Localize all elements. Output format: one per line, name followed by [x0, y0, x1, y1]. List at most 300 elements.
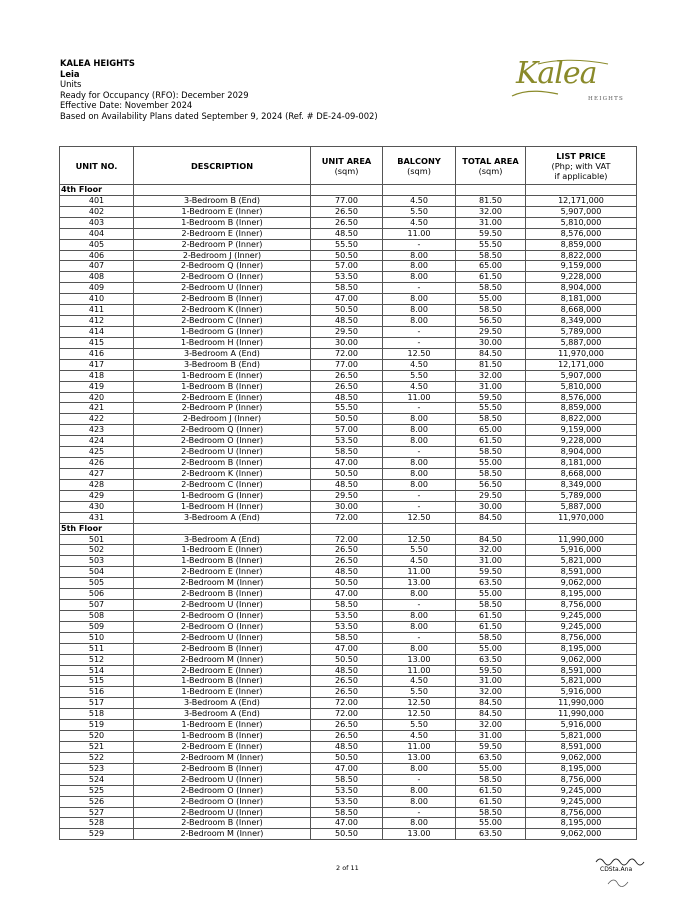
list-price-cell: 8,668,000	[526, 305, 637, 316]
description-cell: 2-Bedroom K (Inner)	[134, 305, 311, 316]
unit-area-cell: 47.00	[311, 818, 383, 829]
table-row	[60, 217, 637, 228]
effective-date: Effective Date: November 2024	[60, 100, 193, 111]
list-price-cell: 8,195,000	[526, 589, 637, 600]
list-price-cell: 11,970,000	[526, 348, 637, 359]
floor-header-row	[60, 185, 637, 196]
floor-header-row	[60, 523, 637, 534]
balcony-cell: 4.50	[383, 731, 456, 742]
list-price-cell: 9,062,000	[526, 578, 637, 589]
unit-no-cell: 511	[60, 643, 134, 654]
availability-basis: Based on Availability Plans dated September 9, 2024 (Ref. # DE-24-09-002)	[60, 110, 378, 121]
balcony-cell: 8.00	[383, 796, 456, 807]
signature-name: CDSta.Ana	[600, 866, 633, 873]
description-cell: 2-Bedroom C (Inner)	[134, 316, 311, 327]
total-area-cell: 81.50	[456, 359, 526, 370]
unit-no-cell: 510	[60, 632, 134, 643]
list-price-cell: 8,181,000	[526, 458, 637, 469]
unit-no-cell: 515	[60, 676, 134, 687]
table-row	[60, 501, 637, 512]
description-cell: 2-Bedroom M (Inner)	[134, 752, 311, 763]
total-area-cell: 61.50	[456, 796, 526, 807]
unit-no-cell: 425	[60, 447, 134, 458]
unit-area-cell: 50.50	[311, 250, 383, 261]
description-cell: 1-Bedroom G (Inner)	[134, 490, 311, 501]
description-cell: 3-Bedroom A (End)	[134, 698, 311, 709]
total-area-cell: 63.50	[456, 829, 526, 840]
total-area-cell: 30.00	[456, 337, 526, 348]
table-row	[60, 720, 637, 731]
list-price-cell: 5,821,000	[526, 731, 637, 742]
description-cell: 2-Bedroom O (Inner)	[134, 610, 311, 621]
total-area-cell: 59.50	[456, 228, 526, 239]
total-area-cell: 59.50	[456, 567, 526, 578]
unit-no-cell: 418	[60, 370, 134, 381]
balcony-cell: 12.50	[383, 512, 456, 523]
total-area-cell: 30.00	[456, 501, 526, 512]
description-cell: 2-Bedroom O (Inner)	[134, 785, 311, 796]
list-price-cell: 8,576,000	[526, 392, 637, 403]
total-area-cell: 84.50	[456, 534, 526, 545]
total-area-cell: 32.00	[456, 720, 526, 731]
balcony-cell: 8.00	[383, 261, 456, 272]
list-price-cell: 8,756,000	[526, 774, 637, 785]
balcony-cell: 12.50	[383, 348, 456, 359]
unit-no-cell: 520	[60, 731, 134, 742]
table-row	[60, 316, 637, 327]
total-area-cell: 84.50	[456, 512, 526, 523]
total-area-cell: 58.50	[456, 414, 526, 425]
unit-no-cell: 519	[60, 720, 134, 731]
balcony-cell: 12.50	[383, 534, 456, 545]
total-area-cell: 55.00	[456, 643, 526, 654]
unit-area-cell: 26.50	[311, 545, 383, 556]
balcony-cell: -	[383, 807, 456, 818]
description-cell: 1-Bedroom B (Inner)	[134, 556, 311, 567]
table-row	[60, 436, 637, 447]
table-row	[60, 818, 637, 829]
list-price-cell: 9,245,000	[526, 610, 637, 621]
unit-no-cell: 527	[60, 807, 134, 818]
unit-no-cell: 506	[60, 589, 134, 600]
table-row	[60, 468, 637, 479]
balcony-cell: 13.00	[383, 578, 456, 589]
list-price-cell: 11,990,000	[526, 534, 637, 545]
empty-cell	[134, 185, 311, 196]
description-cell: 3-Bedroom A (End)	[134, 348, 311, 359]
unit-area-cell: 58.50	[311, 632, 383, 643]
list-price-cell: 8,822,000	[526, 250, 637, 261]
list-price-cell: 8,822,000	[526, 414, 637, 425]
total-area-cell: 31.00	[456, 381, 526, 392]
description-cell: 2-Bedroom O (Inner)	[134, 436, 311, 447]
table-row	[60, 742, 637, 753]
list-price-cell: 9,159,000	[526, 425, 637, 436]
balcony-cell: 12.50	[383, 698, 456, 709]
unit-no-cell: 522	[60, 752, 134, 763]
unit-area-cell: 53.50	[311, 621, 383, 632]
unit-area-cell: 50.50	[311, 305, 383, 316]
description-cell: 2-Bedroom U (Inner)	[134, 600, 311, 611]
table-row	[60, 556, 637, 567]
unit-area-cell: 72.00	[311, 348, 383, 359]
table-row	[60, 305, 637, 316]
balcony-cell: 4.50	[383, 217, 456, 228]
list-price-cell: 5,907,000	[526, 370, 637, 381]
description-cell: 2-Bedroom E (Inner)	[134, 567, 311, 578]
unit-no-cell: 414	[60, 326, 134, 337]
total-area-cell: 32.00	[456, 545, 526, 556]
unit-no-cell: 419	[60, 381, 134, 392]
unit-area-cell: 77.00	[311, 359, 383, 370]
unit-no-cell: 526	[60, 796, 134, 807]
unit-no-cell: 404	[60, 228, 134, 239]
description-cell: 2-Bedroom U (Inner)	[134, 807, 311, 818]
unit-area-cell: 57.00	[311, 261, 383, 272]
total-area-cell: 61.50	[456, 621, 526, 632]
balcony-cell: -	[383, 447, 456, 458]
balcony-cell: 4.50	[383, 195, 456, 206]
list-price-cell: 8,756,000	[526, 600, 637, 611]
list-price-cell: 12,171,000	[526, 195, 637, 206]
unit-no-cell: 528	[60, 818, 134, 829]
balcony-cell: 5.50	[383, 687, 456, 698]
balcony-cell: 8.00	[383, 425, 456, 436]
table-row	[60, 578, 637, 589]
balcony-cell: -	[383, 600, 456, 611]
unit-area-cell: 77.00	[311, 195, 383, 206]
empty-cell	[456, 523, 526, 534]
description-cell: 1-Bedroom H (Inner)	[134, 501, 311, 512]
unit-no-cell: 524	[60, 774, 134, 785]
unit-no-cell: 504	[60, 567, 134, 578]
table-row	[60, 392, 637, 403]
total-area-cell: 58.50	[456, 283, 526, 294]
balcony-cell: -	[383, 490, 456, 501]
list-price-cell: 8,349,000	[526, 479, 637, 490]
total-area-cell: 84.50	[456, 698, 526, 709]
description-cell: 2-Bedroom Q (Inner)	[134, 425, 311, 436]
unit-area-cell: 29.50	[311, 490, 383, 501]
list-price-cell: 9,062,000	[526, 752, 637, 763]
description-cell: 2-Bedroom E (Inner)	[134, 742, 311, 753]
table-row	[60, 447, 637, 458]
total-area-cell: 59.50	[456, 392, 526, 403]
description-cell: 3-Bedroom A (End)	[134, 709, 311, 720]
total-area-cell: 59.50	[456, 665, 526, 676]
unit-area-cell: 58.50	[311, 283, 383, 294]
unit-no-cell: 411	[60, 305, 134, 316]
unit-no-cell: 529	[60, 829, 134, 840]
unit-area-cell: 72.00	[311, 709, 383, 720]
unit-area-cell: 47.00	[311, 294, 383, 305]
total-area-cell: 58.50	[456, 807, 526, 818]
table-row	[60, 326, 637, 337]
document-header	[60, 58, 378, 122]
total-area-cell: 58.50	[456, 774, 526, 785]
total-area-cell: 58.50	[456, 600, 526, 611]
list-price-cell: 8,756,000	[526, 807, 637, 818]
unit-no-cell: 415	[60, 337, 134, 348]
project-name: KALEA HEIGHTS	[60, 58, 135, 68]
unit-no-cell: 501	[60, 534, 134, 545]
unit-area-cell: 50.50	[311, 578, 383, 589]
balcony-cell: 8.00	[383, 589, 456, 600]
unit-no-cell: 417	[60, 359, 134, 370]
balcony-cell: 8.00	[383, 436, 456, 447]
list-price-cell: 8,181,000	[526, 294, 637, 305]
description-cell: 2-Bedroom U (Inner)	[134, 632, 311, 643]
unit-area-cell: 50.50	[311, 829, 383, 840]
balcony-cell: 8.00	[383, 785, 456, 796]
unit-no-cell: 431	[60, 512, 134, 523]
unit-no-cell: 408	[60, 272, 134, 283]
balcony-cell: -	[383, 501, 456, 512]
unit-no-cell: 507	[60, 600, 134, 611]
unit-area-cell: 53.50	[311, 785, 383, 796]
unit-area-cell: 48.50	[311, 567, 383, 578]
total-area-cell: 58.50	[456, 632, 526, 643]
table-row	[60, 250, 637, 261]
description-cell: 2-Bedroom O (Inner)	[134, 272, 311, 283]
table-body	[60, 185, 637, 840]
unit-no-cell: 517	[60, 698, 134, 709]
total-area-cell: 63.50	[456, 654, 526, 665]
balcony-cell: -	[383, 283, 456, 294]
description-cell: 1-Bedroom B (Inner)	[134, 676, 311, 687]
table-row	[60, 348, 637, 359]
total-area-cell: 58.50	[456, 250, 526, 261]
balcony-cell: 4.50	[383, 359, 456, 370]
list-price-cell: 8,591,000	[526, 567, 637, 578]
balcony-cell: 8.00	[383, 818, 456, 829]
unit-no-cell: 422	[60, 414, 134, 425]
total-area-cell: 32.00	[456, 206, 526, 217]
unit-no-cell: 416	[60, 348, 134, 359]
list-price-cell: 8,859,000	[526, 403, 637, 414]
price-list-table	[59, 146, 637, 840]
unit-area-cell: 58.50	[311, 447, 383, 458]
description-cell: 2-Bedroom U (Inner)	[134, 283, 311, 294]
table-row	[60, 359, 637, 370]
unit-area-cell: 50.50	[311, 752, 383, 763]
list-price-cell: 8,349,000	[526, 316, 637, 327]
list-price-cell: 11,970,000	[526, 512, 637, 523]
description-cell: 2-Bedroom P (Inner)	[134, 239, 311, 250]
table-row	[60, 610, 637, 621]
description-cell: 2-Bedroom O (Inner)	[134, 621, 311, 632]
table-row	[60, 403, 637, 414]
unit-no-cell: 406	[60, 250, 134, 261]
list-price-cell: 8,904,000	[526, 283, 637, 294]
total-area-cell: 55.00	[456, 294, 526, 305]
description-cell: 2-Bedroom O (Inner)	[134, 796, 311, 807]
unit-area-cell: 53.50	[311, 272, 383, 283]
list-price-cell: 9,062,000	[526, 829, 637, 840]
unit-area-cell: 50.50	[311, 414, 383, 425]
list-price-cell: 9,062,000	[526, 654, 637, 665]
unit-no-cell: 424	[60, 436, 134, 447]
balcony-cell: 8.00	[383, 621, 456, 632]
unit-no-cell: 412	[60, 316, 134, 327]
list-price-cell: 5,916,000	[526, 720, 637, 731]
list-price-cell: 8,756,000	[526, 632, 637, 643]
balcony-cell: -	[383, 337, 456, 348]
table-row	[60, 829, 637, 840]
table-row	[60, 370, 637, 381]
total-area-cell: 58.50	[456, 447, 526, 458]
unit-no-cell: 518	[60, 709, 134, 720]
total-area-cell: 55.00	[456, 458, 526, 469]
description-cell: 2-Bedroom B (Inner)	[134, 294, 311, 305]
table-row	[60, 600, 637, 611]
table-row	[60, 381, 637, 392]
unit-area-cell: 58.50	[311, 600, 383, 611]
list-price-cell: 12,171,000	[526, 359, 637, 370]
total-area-cell: 63.50	[456, 578, 526, 589]
page-number: 2 of 11	[336, 864, 359, 872]
description-cell: 2-Bedroom E (Inner)	[134, 392, 311, 403]
description-cell: 1-Bedroom E (Inner)	[134, 206, 311, 217]
list-price-cell: 5,916,000	[526, 545, 637, 556]
description-cell: 1-Bedroom E (Inner)	[134, 720, 311, 731]
balcony-cell: 8.00	[383, 763, 456, 774]
unit-no-cell: 401	[60, 195, 134, 206]
balcony-cell: 8.00	[383, 479, 456, 490]
unit-area-cell: 48.50	[311, 228, 383, 239]
list-price-cell: 5,789,000	[526, 490, 637, 501]
description-cell: 2-Bedroom U (Inner)	[134, 447, 311, 458]
total-area-cell: 58.50	[456, 468, 526, 479]
total-area-cell: 61.50	[456, 610, 526, 621]
empty-cell	[383, 185, 456, 196]
unit-no-cell: 430	[60, 501, 134, 512]
unit-no-cell: 420	[60, 392, 134, 403]
unit-area-cell: 47.00	[311, 643, 383, 654]
table-row	[60, 272, 637, 283]
balcony-cell: 11.00	[383, 567, 456, 578]
description-cell: 2-Bedroom B (Inner)	[134, 589, 311, 600]
list-price-cell: 5,810,000	[526, 381, 637, 392]
unit-area-cell: 50.50	[311, 654, 383, 665]
total-area-cell: 55.00	[456, 818, 526, 829]
unit-no-cell: 403	[60, 217, 134, 228]
table-row	[60, 589, 637, 600]
description-cell: 3-Bedroom A (End)	[134, 534, 311, 545]
total-area-cell: 56.50	[456, 479, 526, 490]
unit-area-cell: 48.50	[311, 392, 383, 403]
unit-area-cell: 30.00	[311, 337, 383, 348]
unit-area-cell: 47.00	[311, 763, 383, 774]
description-cell: 2-Bedroom E (Inner)	[134, 228, 311, 239]
table-row	[60, 796, 637, 807]
unit-area-cell: 72.00	[311, 534, 383, 545]
floor-label: 4th Floor	[60, 185, 134, 196]
list-price-cell: 8,668,000	[526, 468, 637, 479]
unit-no-cell: 508	[60, 610, 134, 621]
total-area-cell: 61.50	[456, 785, 526, 796]
unit-no-cell: 509	[60, 621, 134, 632]
list-price-cell: 9,228,000	[526, 436, 637, 447]
col-total-area: TOTAL AREA (sqm)	[456, 147, 526, 185]
table-row	[60, 643, 637, 654]
total-area-cell: 55.50	[456, 403, 526, 414]
balcony-cell: 8.00	[383, 305, 456, 316]
kalea-logo	[508, 58, 628, 108]
col-list-price: LIST PRICE (Php; with VAT if applicable)	[526, 147, 637, 185]
list-price-cell: 5,821,000	[526, 676, 637, 687]
list-price-cell: 8,576,000	[526, 228, 637, 239]
balcony-cell: 8.00	[383, 610, 456, 621]
total-area-cell: 31.00	[456, 731, 526, 742]
description-cell: 1-Bedroom H (Inner)	[134, 337, 311, 348]
description-cell: 1-Bedroom E (Inner)	[134, 687, 311, 698]
list-price-cell: 5,916,000	[526, 687, 637, 698]
unit-area-cell: 48.50	[311, 479, 383, 490]
unit-no-cell: 503	[60, 556, 134, 567]
balcony-cell: 5.50	[383, 206, 456, 217]
unit-area-cell: 26.50	[311, 676, 383, 687]
table-header-row	[60, 147, 637, 185]
balcony-cell: 8.00	[383, 316, 456, 327]
balcony-cell: 11.00	[383, 392, 456, 403]
table-row	[60, 228, 637, 239]
table-row	[60, 621, 637, 632]
table-row	[60, 479, 637, 490]
unit-area-cell: 58.50	[311, 807, 383, 818]
table-row	[60, 490, 637, 501]
table-row	[60, 709, 637, 720]
total-area-cell: 61.50	[456, 436, 526, 447]
description-cell: 1-Bedroom B (Inner)	[134, 731, 311, 742]
unit-area-cell: 26.50	[311, 731, 383, 742]
balcony-cell: 13.00	[383, 829, 456, 840]
balcony-cell: 5.50	[383, 720, 456, 731]
table-row	[60, 283, 637, 294]
description-cell: 2-Bedroom B (Inner)	[134, 458, 311, 469]
list-price-cell: 8,904,000	[526, 447, 637, 458]
balcony-cell: 4.50	[383, 381, 456, 392]
description-cell: 2-Bedroom B (Inner)	[134, 763, 311, 774]
col-description: DESCRIPTION	[134, 147, 311, 185]
empty-cell	[311, 523, 383, 534]
description-cell: 1-Bedroom G (Inner)	[134, 326, 311, 337]
description-cell: 2-Bedroom B (Inner)	[134, 643, 311, 654]
unit-area-cell: 48.50	[311, 665, 383, 676]
empty-cell	[526, 523, 637, 534]
total-area-cell: 31.00	[456, 556, 526, 567]
balcony-cell: -	[383, 403, 456, 414]
total-area-cell: 84.50	[456, 348, 526, 359]
unit-area-cell: 29.50	[311, 326, 383, 337]
list-price-cell: 8,591,000	[526, 742, 637, 753]
unit-no-cell: 429	[60, 490, 134, 501]
col-unit-area: UNIT AREA (sqm)	[311, 147, 383, 185]
total-area-cell: 84.50	[456, 709, 526, 720]
description-cell: 2-Bedroom C (Inner)	[134, 479, 311, 490]
description-cell: 2-Bedroom U (Inner)	[134, 774, 311, 785]
signature	[592, 852, 652, 892]
unit-no-cell: 514	[60, 665, 134, 676]
unit-area-cell: 26.50	[311, 217, 383, 228]
list-price-cell: 5,810,000	[526, 217, 637, 228]
table-row	[60, 807, 637, 818]
total-area-cell: 61.50	[456, 272, 526, 283]
unit-area-cell: 48.50	[311, 316, 383, 327]
table-row	[60, 337, 637, 348]
balcony-cell: -	[383, 239, 456, 250]
total-area-cell: 31.00	[456, 676, 526, 687]
